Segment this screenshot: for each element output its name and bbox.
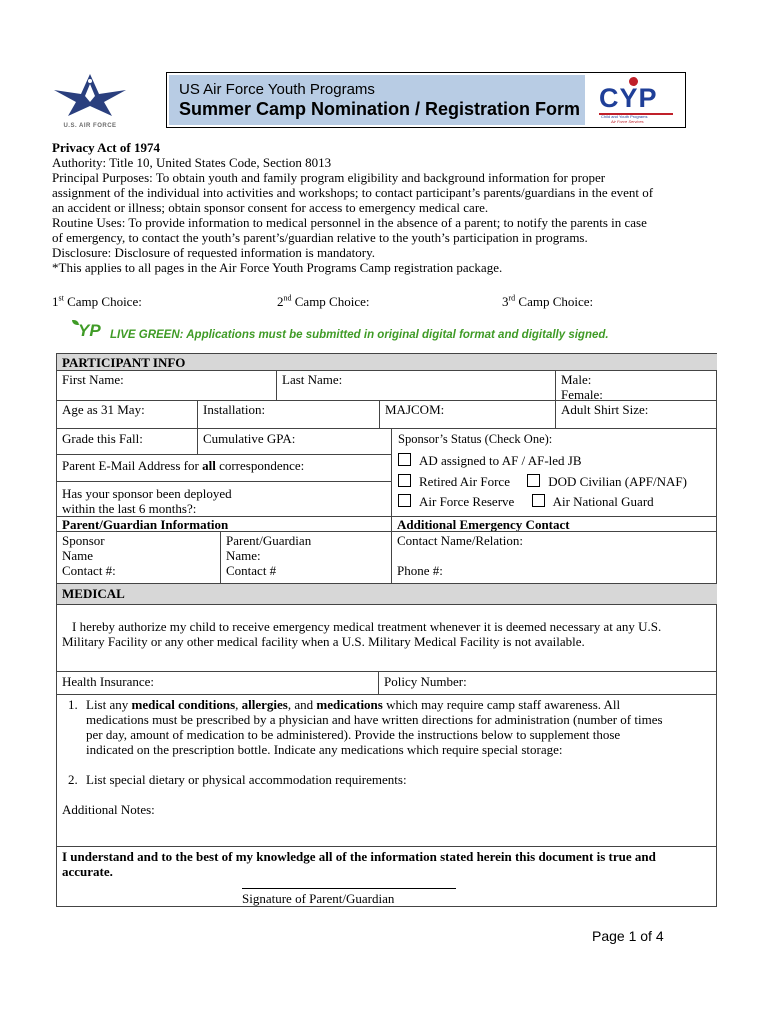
status-option-reserve[interactable]: Air Force Reserve	[398, 494, 514, 509]
guardian-info-header: Parent/Guardian Information	[56, 516, 391, 531]
deployed-field[interactable]: Has your sponsor been deployed within the last 6 months?:	[56, 481, 391, 516]
sponsor-status-group	[391, 428, 717, 516]
grade-field[interactable]: Grade this Fall:	[56, 428, 197, 454]
certification-block: I understand and to the best of my knowledge all of the information stated herein this document is true and accurate.	[56, 846, 717, 907]
majcom-field[interactable]: MAJCOM:	[379, 400, 555, 428]
privacy-line: assignment of the individual into activities and workshops; to contact participant’s parents/guardians in the event of	[52, 185, 654, 200]
checkbox[interactable]	[532, 494, 545, 507]
medical-details-field[interactable]: 1. List any medical conditions, allergies, and medications which may require camp staff awareness. All medications must be prescribed by a physician and have written directions for administration (number of times per day, amount of medication to be administered). Provide the instructions below to supplement those indicated on the prescription bottle. Indicate any medications which require special storage: 2. List special dietary or physical accommodation requirements: Additional Notes:	[56, 694, 717, 846]
parent-guardian-field[interactable]: Parent/Guardian Name: Contact #	[220, 531, 391, 583]
cyp-logo-sub1: Child and Youth Programs	[601, 114, 648, 119]
checkbox[interactable]	[398, 453, 411, 466]
health-insurance-field[interactable]: Health Insurance:	[56, 671, 378, 694]
air-force-logo-text: U.S. AIR FORCE	[63, 123, 117, 129]
installation-field[interactable]: Installation:	[197, 400, 379, 428]
org-line: US Air Force Youth Programs	[179, 81, 375, 98]
status-option-ad[interactable]: AD assigned to AF / AF-led JB	[398, 453, 711, 468]
cyp-logo-text: CYP	[599, 83, 658, 113]
status-option-guard[interactable]: Air National Guard	[532, 494, 654, 509]
section-header-medical: MEDICAL	[56, 583, 717, 604]
privacy-line: of emergency, to contact the youth’s parent’s/guardian relative to the youth’s participation in programs.	[52, 230, 588, 245]
header-box	[166, 72, 686, 128]
policy-number-field[interactable]: Policy Number:	[378, 671, 717, 694]
status-option-dod-civilian[interactable]: DOD Civilian (APF/NAF)	[527, 474, 687, 489]
camp-choice-1[interactable]: 1st Camp Choice:	[52, 293, 142, 309]
shirt-size-field[interactable]: Adult Shirt Size:	[555, 400, 717, 428]
medical-authorization: I hereby authorize my child to receive emergency medical treatment whenever it is deemed necessary at any U.S. Military Facility or any other medical facility when a U.S. Military Medical Facility is not available.	[56, 604, 717, 671]
checkbox[interactable]	[398, 474, 411, 487]
checkbox[interactable]	[398, 494, 411, 507]
live-green-message: LIVE GREEN: Applications must be submitted in original digital format and digitally signed.	[110, 329, 609, 341]
age-field[interactable]: Age as 31 May:	[56, 400, 197, 428]
signature-line[interactable]	[242, 888, 456, 889]
emergency-contact-header: Additional Emergency Contact	[391, 516, 717, 531]
air-force-wings-icon	[52, 72, 128, 118]
privacy-line: Authority: Title 10, United States Code, Section 8013	[52, 155, 332, 170]
title-panel	[169, 75, 585, 125]
cyp-logo	[595, 77, 681, 123]
yp-green-logo	[72, 320, 106, 344]
email-field[interactable]: Parent E-Mail Address for all correspondence:	[56, 454, 391, 481]
registration-form	[56, 353, 717, 907]
checkbox[interactable]	[527, 474, 540, 487]
status-option-retired[interactable]: Retired Air Force	[398, 474, 510, 489]
sponsor-status-title: Sponsor’s Status (Check One):	[398, 432, 553, 446]
gpa-field[interactable]: Cumulative GPA:	[197, 428, 391, 454]
sponsor-contact-field[interactable]: Sponsor Name Contact #:	[56, 531, 220, 583]
privacy-line: *This applies to all pages in the Air Force Youth Programs Camp registration package.	[52, 260, 503, 275]
privacy-line: an accident or illness; obtain sponsor consent for access to emergency medical care.	[52, 200, 489, 215]
first-name-field[interactable]: First Name:	[56, 370, 276, 400]
gender-field[interactable]: Male: Female:	[555, 370, 717, 400]
camp-choice-2[interactable]: 2nd Camp Choice:	[277, 293, 370, 309]
camp-choice-3[interactable]: 3rd Camp Choice:	[502, 293, 594, 309]
privacy-act	[52, 140, 732, 275]
cyp-logo-sub2: Air Force Services	[611, 119, 644, 124]
signature-label: Signature of Parent/Guardian	[242, 891, 395, 906]
section-header-participant: PARTICIPANT INFO	[56, 353, 717, 370]
last-name-field[interactable]: Last Name:	[276, 370, 555, 400]
privacy-line: Principal Purposes: To obtain youth and family program eligibility and background information for proper	[52, 170, 606, 185]
form-title: Summer Camp Nomination / Registration Form	[179, 99, 581, 119]
page-number: Page 1 of 4	[592, 928, 664, 944]
privacy-line: Routine Uses: To provide information to medical personnel in the absence of a parent; to notify the parents in case	[52, 215, 647, 230]
privacy-line: Disclosure: Disclosure of requested information is mandatory.	[52, 245, 375, 260]
emergency-contact-field[interactable]: Contact Name/Relation: Phone #:	[391, 531, 717, 583]
air-force-logo	[52, 72, 128, 132]
privacy-heading: Privacy Act of 1974	[52, 140, 160, 155]
yp-logo-text: YP	[78, 321, 101, 340]
